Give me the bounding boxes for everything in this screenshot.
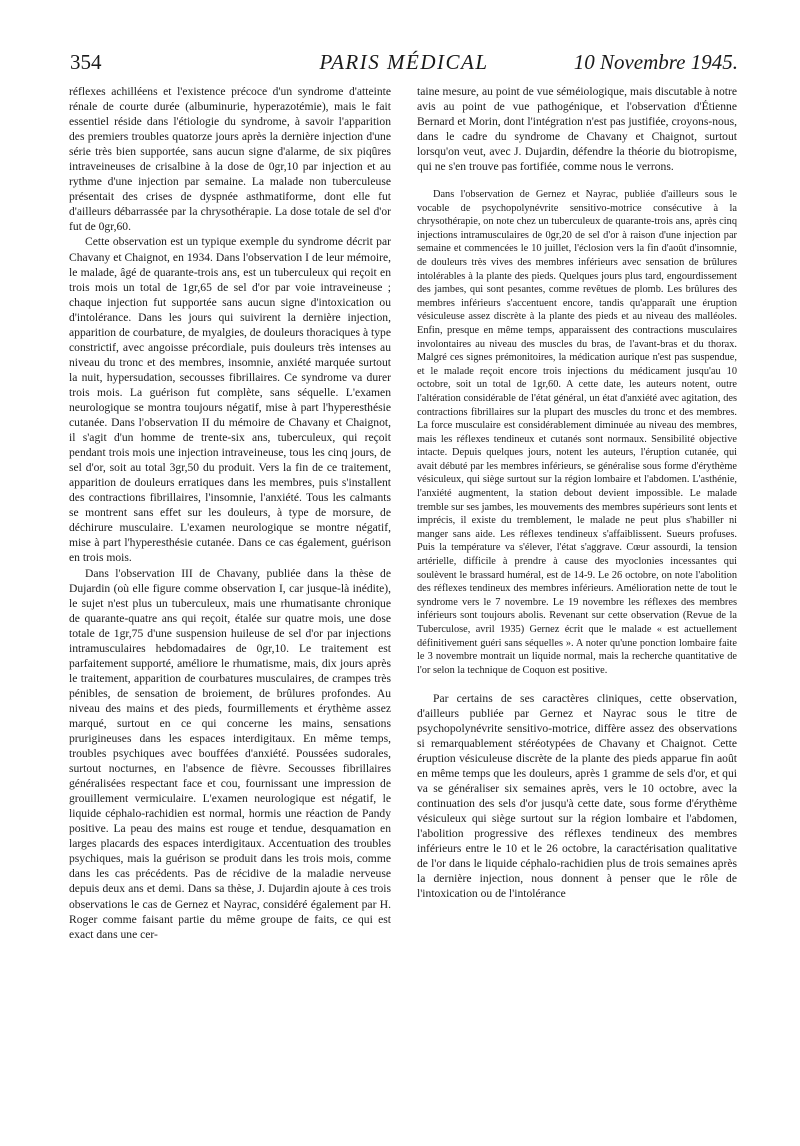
- page-number: 354: [70, 50, 102, 74]
- paragraph: réflexes achilléens et l'existence précoce d'un syndrome d'atteinte rénale de courte durée (albuminurie, hyperazotémie), mais le fait essentiel réside dans l'étiologie du syndrome, à savoir l'apparition des premiers troubles quatorze jours après la dernière injection d'une série très bien supportée, sans aucun signe d'alarme, de six piqûres intraveineuses de crisalbine à la dose de 0gr,10 par injection et au rythme d'une injection par semaine. La malade non tuberculeuse présentait des crises de dyspnée asthmatiforme, dont elle fut d'ailleurs débarrassée par la chrysothérapie. La dose totale de sel d'or fut de 0gr,60.: [69, 85, 391, 234]
- paragraph: Par certains de ses caractères cliniques, cette observation, d'ailleurs publiée par Gernez et Nayrac sous le titre de psychopolynévrite sensitivo-motrice, diffère assez des observations si remarquablement stéréotypées de Chavany et Chaignot. Cette éruption vésiculeuse discrète de la plante des pieds apparue fin août en même temps que les douleurs, après 1 gramme de sels d'or, et qui va se généraliser six semaines après, vers le 10 octobre, avec la continuation des sels d'or jusqu'à cette date, sous forme d'érythème vésiculeux qui siège surtout sur la région lombaire et l'abdomen, l'abolition progressive des réflexes tendineux des membres inférieurs entre le 10 et le 26 octobre, la caractérisation qualitative de l'or dans le liquide céphalo-rachidien plus de trois semaines après la dernière injection, nous donnent à penser que le rôle de l'intoxication ou de l'intolérance: [417, 692, 737, 901]
- case-report-paragraph: Dans l'observation de Gernez et Nayrac, publiée d'ailleurs sous le vocable de psychopolynévrite sensitivo-motrice consécutive à la chrysothérapie, on note chez un tuberculeux de quarante-trois ans, après cinq injections intramusculaires de 0gr,20 de sel d'or à raison d'une injection par semaine et commencées le 10 juillet, l'éclosion vers la fin d'août d'insomnie, de douleurs très vives des membres inférieurs avec sensation de brûlures intolérables à la plante des pieds. Quelques jours plus tard, engourdissement des jambes, qui sont pesantes, comme revêtues de plomb. Les brûlures des membres inférieurs s'accentuent encore, tandis qu'apparaît une éruption vésiculeuse assez discrète à la plante des pieds et au niveau des malléoles. Enfin, presque en même temps, apparaissent des contractions musculaires involontaires au niveau des muscles du bras, de l'avant-bras et du thorax. Malgré ces signes prémonitoires, la médication aurique n'est pas suspendue, et le malade reçoit encore trois injections du médicament jusqu'au 10 octobre, soit un total de 1gr,60. A cette date, les auteurs notent, outre l'altération considérable de l'état général, un état d'anxiété avec agitation, des contractions fibrillaires sur la plupart des muscles du tronc et des membres. La force musculaire est considérablement diminuée au niveau des membres, mais les réflexes tendineux et cutanés sont normaux. Sensibilité objective intacte. Depuis quelques jours, notent les auteurs, l'éruption cutanée, qui avait débuté par les membres inférieurs, se généralise sous forme d'érythème vésiculeux, qui siège surtout sur la région lombaire et l'abdomen. L'asthénie, l'anxiété augmentent, la station debout devient impossible. Le malade tremble sur ses jambes, les mouvements des membres supérieurs sont lents et imprécis, il existe du tremblement, le malade ne peut plus s'habiller ni manger sans aide. Les réflexes tendineux s'affaiblissent. Sueurs profuses. Puis la température va s'élever, l'état s'aggrave. Cœur assourdi, la tension artérielle, difficile à prendre à cause des myoclonies incessantes qui soulèvent le brassard huméral, est de 14-9. Le 26 octobre, on note l'abolition des réflexes tendineux des membres inférieurs. Amélioration nette de tout le syndrome vers le 7 novembre. Le 19 novembre les réflexes des membres inférieurs sont toujours abolis. Revenant sur cette observation (Revue de la Tuberculose, avril 1935) Gernez écrit que le malade « est actuellement définitivement guéri sans séquelles ». A noter qu'une ponction lombaire faite le 3 novembre montrait un liquide normal, mais la recherche quantitative de l'or selon la technique de Coquon est positive.: [417, 189, 738, 676]
- issue-date: 10 Novembre 1945.: [573, 50, 738, 74]
- paragraph: Dans l'observation III de Chavany, publiée dans la thèse de Dujardin (où elle figure comme observation I, car jusque-là inédite), le sujet n'est plus un tuberculeux, mais une rhumatisante chronique de quarante-quatre ans qui reçoit, étalée sur quatre mois, une dose totale de 1gr,75 d'une suspension huileuse de sel d'or par injections intramusculaires hebdomadaires de 0gr,10. Le traitement est parfaitement supporté, améliore le rhumatisme, mais, dix jours après le traitement, apparition de courbatures musculaires, de crampes très pénibles, de sensation de broiement, de brûlures profondes. Au niveau des mains et des pieds, fourmillements et érythème assez marqué, surtout en ce qui concerne les mains, sensations prurigineuses dans les espaces interdigitaux. En même temps, troubles psychiques avec bouffées d'anxiété. Poussées sudorales, surtout nocturnes, en l'absence de fièvre. Secousses fibrillaires généralisées respectant face et cou, fournissant une impression de grouillement vermiculaire. L'examen neurologique est négatif, le liquide céphalo-rachidien est normal, hormis une réaction de Pandy positive. La peau des mains est rouge et tendue, desquamation en larges placards des espaces interdigitaux. Accentuation des troubles psychiques, mais la guérison se produit dans les trois mois, comme dans les cas précédents. Pas de récidive de la maladie nerveuse depuis deux ans et demi. Dans sa thèse, J. Dujardin ajoute à ces trois observations le cas de Gernez et Nayrac, considéré également par H. Roger comme faisant partie du même groupe de faits, ce qui est exact dans une cer-: [69, 566, 391, 941]
- page-header: [70, 50, 738, 82]
- journal-title: PARIS MÉDICAL: [319, 50, 489, 74]
- right-column: [417, 84, 737, 901]
- paragraph: Cette observation est un typique exemple du syndrome décrit par Chavany et Chaignot, en 1934. Dans l'observation I de leur mémoire, le malade, âgé de quarante-trois ans, est un tuberculeux qui reçoit en trois mois un total de 1gr,65 de sel d'or par voie intraveineuse ; chaque injection fut supportée sans aucun signe d'intoxication ou d'intolérance. Dans les jours qui suivirent la dernière injection, apparition de courbature, de myalgies, de douleurs thoraciques à type constrictif, avec angoisse précordiale, puis douleurs très intenses au niveau du tronc et des membres, insomnie, anxiété marquée surtout la nuit, hypersudation, secousses fibrillaires. Ce syndrome va durer trois mois. La guérison fut complète, sans séquelle. L'examen neurologique se montra toujours négatif, mise à part l'hyperesthésie cutanée. Dans l'observation II du mémoire de Chavany et Chaignot, il s'agit d'un homme de trente-six ans, tuberculeux, qui reçoit pendant trois mois une injection intraveineuse, tous les cinq jours, de sel d'or, soit au total 3gr,50 du produit. Vers la fin de ce traitement, apparition de douleurs erratiques dans les membres, puis s'installent des contractions fibrillaires, l'insomnie, l'anxiété. Tous les calmants se montrent sans effet sur les douleurs, à type de morsure, de déchirure musculaire. L'examen neurologique se montre négatif, mise à part l'hyperesthésie cutanée. Dans ce cas également, guérison en trois mois.: [69, 235, 391, 565]
- paragraph: taine mesure, au point de vue séméiologique, mais discutable à notre avis au point de vue pathogénique, et l'observation d'Étienne Bernard et Morin, dont l'intégration n'est pas justifiée, croyons-nous, dans le cadre du syndrome de Chavany et Chaignot, surtout lorsqu'on veut, avec J. Dujardin, défendre la théorie du biotropisme, qui ne s'en trouve pas fortifiée, comme nous le verrons.: [417, 85, 737, 173]
- left-column: [69, 84, 391, 942]
